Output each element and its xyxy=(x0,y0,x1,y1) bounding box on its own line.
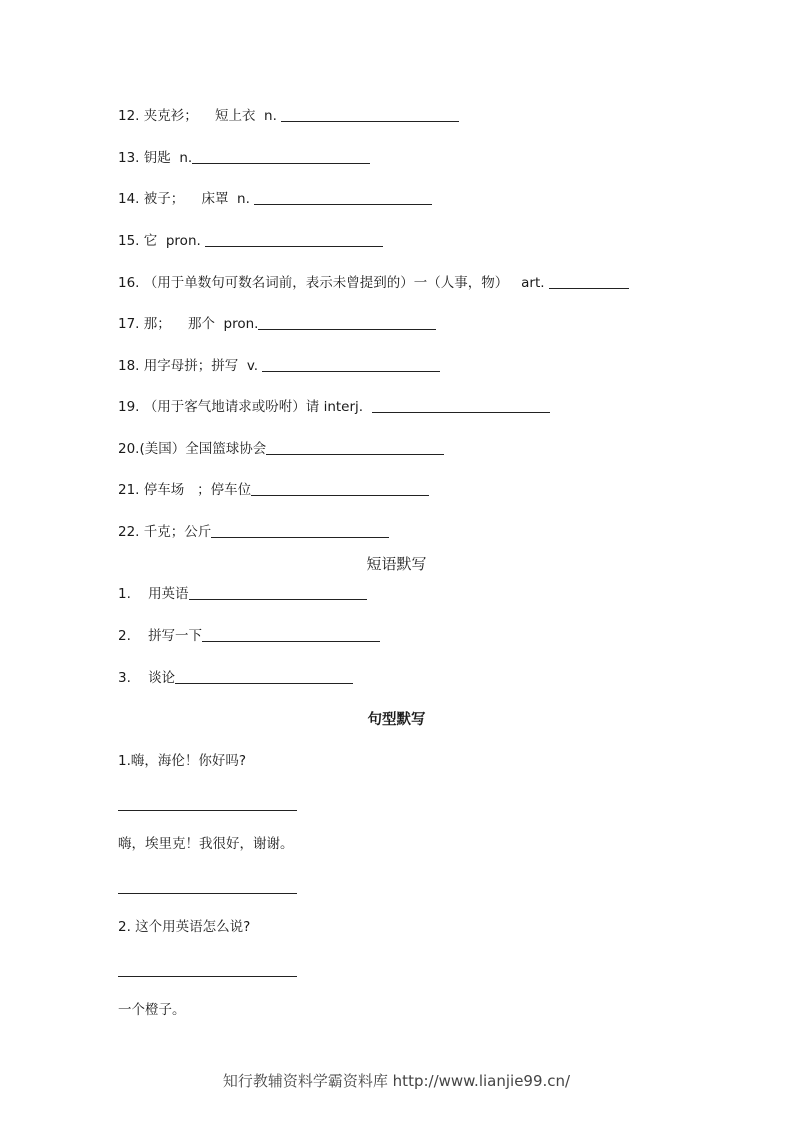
sentence-section-heading: 句型默写 xyxy=(367,712,426,728)
answer-blank[interactable] xyxy=(254,190,432,205)
item-prompt: 它 pron. xyxy=(143,233,206,249)
vocab-item-13 xyxy=(118,149,370,167)
item-prompt: 夹克衫； 短上衣 n. xyxy=(143,108,282,124)
answer-blank[interactable] xyxy=(192,149,370,164)
item-number: 17. xyxy=(118,316,140,332)
vocab-item-20 xyxy=(118,440,444,458)
answer-blank[interactable] xyxy=(211,523,389,538)
item-number: 21. xyxy=(118,482,140,498)
item-prompt: 千克；公斤 xyxy=(143,524,212,540)
item-prompt: 停车场 ；停车位 xyxy=(143,482,252,498)
item-prompt: 被子； 床罩 n. xyxy=(143,191,255,207)
vocab-item-16 xyxy=(118,274,629,292)
answer-blank[interactable] xyxy=(266,440,444,455)
answer-blank[interactable] xyxy=(549,274,629,289)
item-prompt: 用字母拼；拼写 v. xyxy=(143,358,263,374)
item-number: 15. xyxy=(118,233,140,249)
phrase-section-heading: 短语默写 xyxy=(366,555,427,573)
item-number: 12. xyxy=(118,108,140,124)
vocab-item-14 xyxy=(118,190,432,208)
item-number: 18. xyxy=(118,358,140,374)
item-number: 22. xyxy=(118,524,140,540)
sentence-prompt-2: 嗨，埃里克！我很好，谢谢。 xyxy=(118,836,294,852)
item-number: 20. xyxy=(118,441,140,457)
item-number: 14. xyxy=(118,191,140,207)
item-number: 2. xyxy=(118,628,131,644)
answer-line-2[interactable] xyxy=(118,893,297,894)
item-number: 19. xyxy=(118,399,140,415)
item-prompt: （用于客气地请求或吩咐）请 interj. xyxy=(143,399,372,415)
answer-blank[interactable] xyxy=(258,315,436,330)
footer-source: 知行教辅资料学霸资料库 http://www.lianjie99.cn/ xyxy=(222,1072,571,1090)
item-prompt: 谈论 xyxy=(148,670,176,686)
answer-blank[interactable] xyxy=(372,398,550,413)
vocab-item-21 xyxy=(118,481,429,499)
vocab-item-12 xyxy=(118,107,459,125)
item-number: 1. xyxy=(118,586,131,602)
vocab-item-22 xyxy=(118,523,389,541)
item-prompt: 用英语 xyxy=(148,586,189,602)
vocab-item-19 xyxy=(118,398,550,416)
sentence-prompt-3: 2. 这个用英语怎么说? xyxy=(118,919,251,935)
item-number: 13. xyxy=(118,150,140,166)
answer-blank[interactable] xyxy=(175,669,353,684)
item-number: 3. xyxy=(118,670,131,686)
item-prompt: （用于单数句可数名词前，表示未曾提到的）一（人事，物） art. xyxy=(143,275,549,291)
sentence-prompt-1: 1.嗨，海伦！你好吗? xyxy=(118,753,247,769)
phrase-item-1 xyxy=(118,585,367,603)
item-prompt: 那； 那个 pron. xyxy=(143,316,259,332)
item-prompt: (美国）全国篮球协会 xyxy=(139,441,267,457)
answer-blank[interactable] xyxy=(205,232,383,247)
phrase-item-3 xyxy=(118,669,353,687)
answer-line-3[interactable] xyxy=(118,976,297,977)
answer-blank[interactable] xyxy=(281,107,459,122)
answer-blank[interactable] xyxy=(251,481,429,496)
sentence-prompt-4: 一个橙子。 xyxy=(118,1002,186,1018)
answer-blank[interactable] xyxy=(189,585,367,600)
answer-line-1[interactable] xyxy=(118,810,297,811)
answer-blank[interactable] xyxy=(202,627,380,642)
vocab-item-17 xyxy=(118,315,436,333)
item-prompt: 钥匙 n. xyxy=(143,150,193,166)
item-number: 16. xyxy=(118,275,140,291)
vocab-item-15 xyxy=(118,232,383,250)
item-prompt: 拼写一下 xyxy=(148,628,203,644)
phrase-item-2 xyxy=(118,627,380,645)
vocab-item-18 xyxy=(118,357,440,375)
answer-blank[interactable] xyxy=(262,357,440,372)
